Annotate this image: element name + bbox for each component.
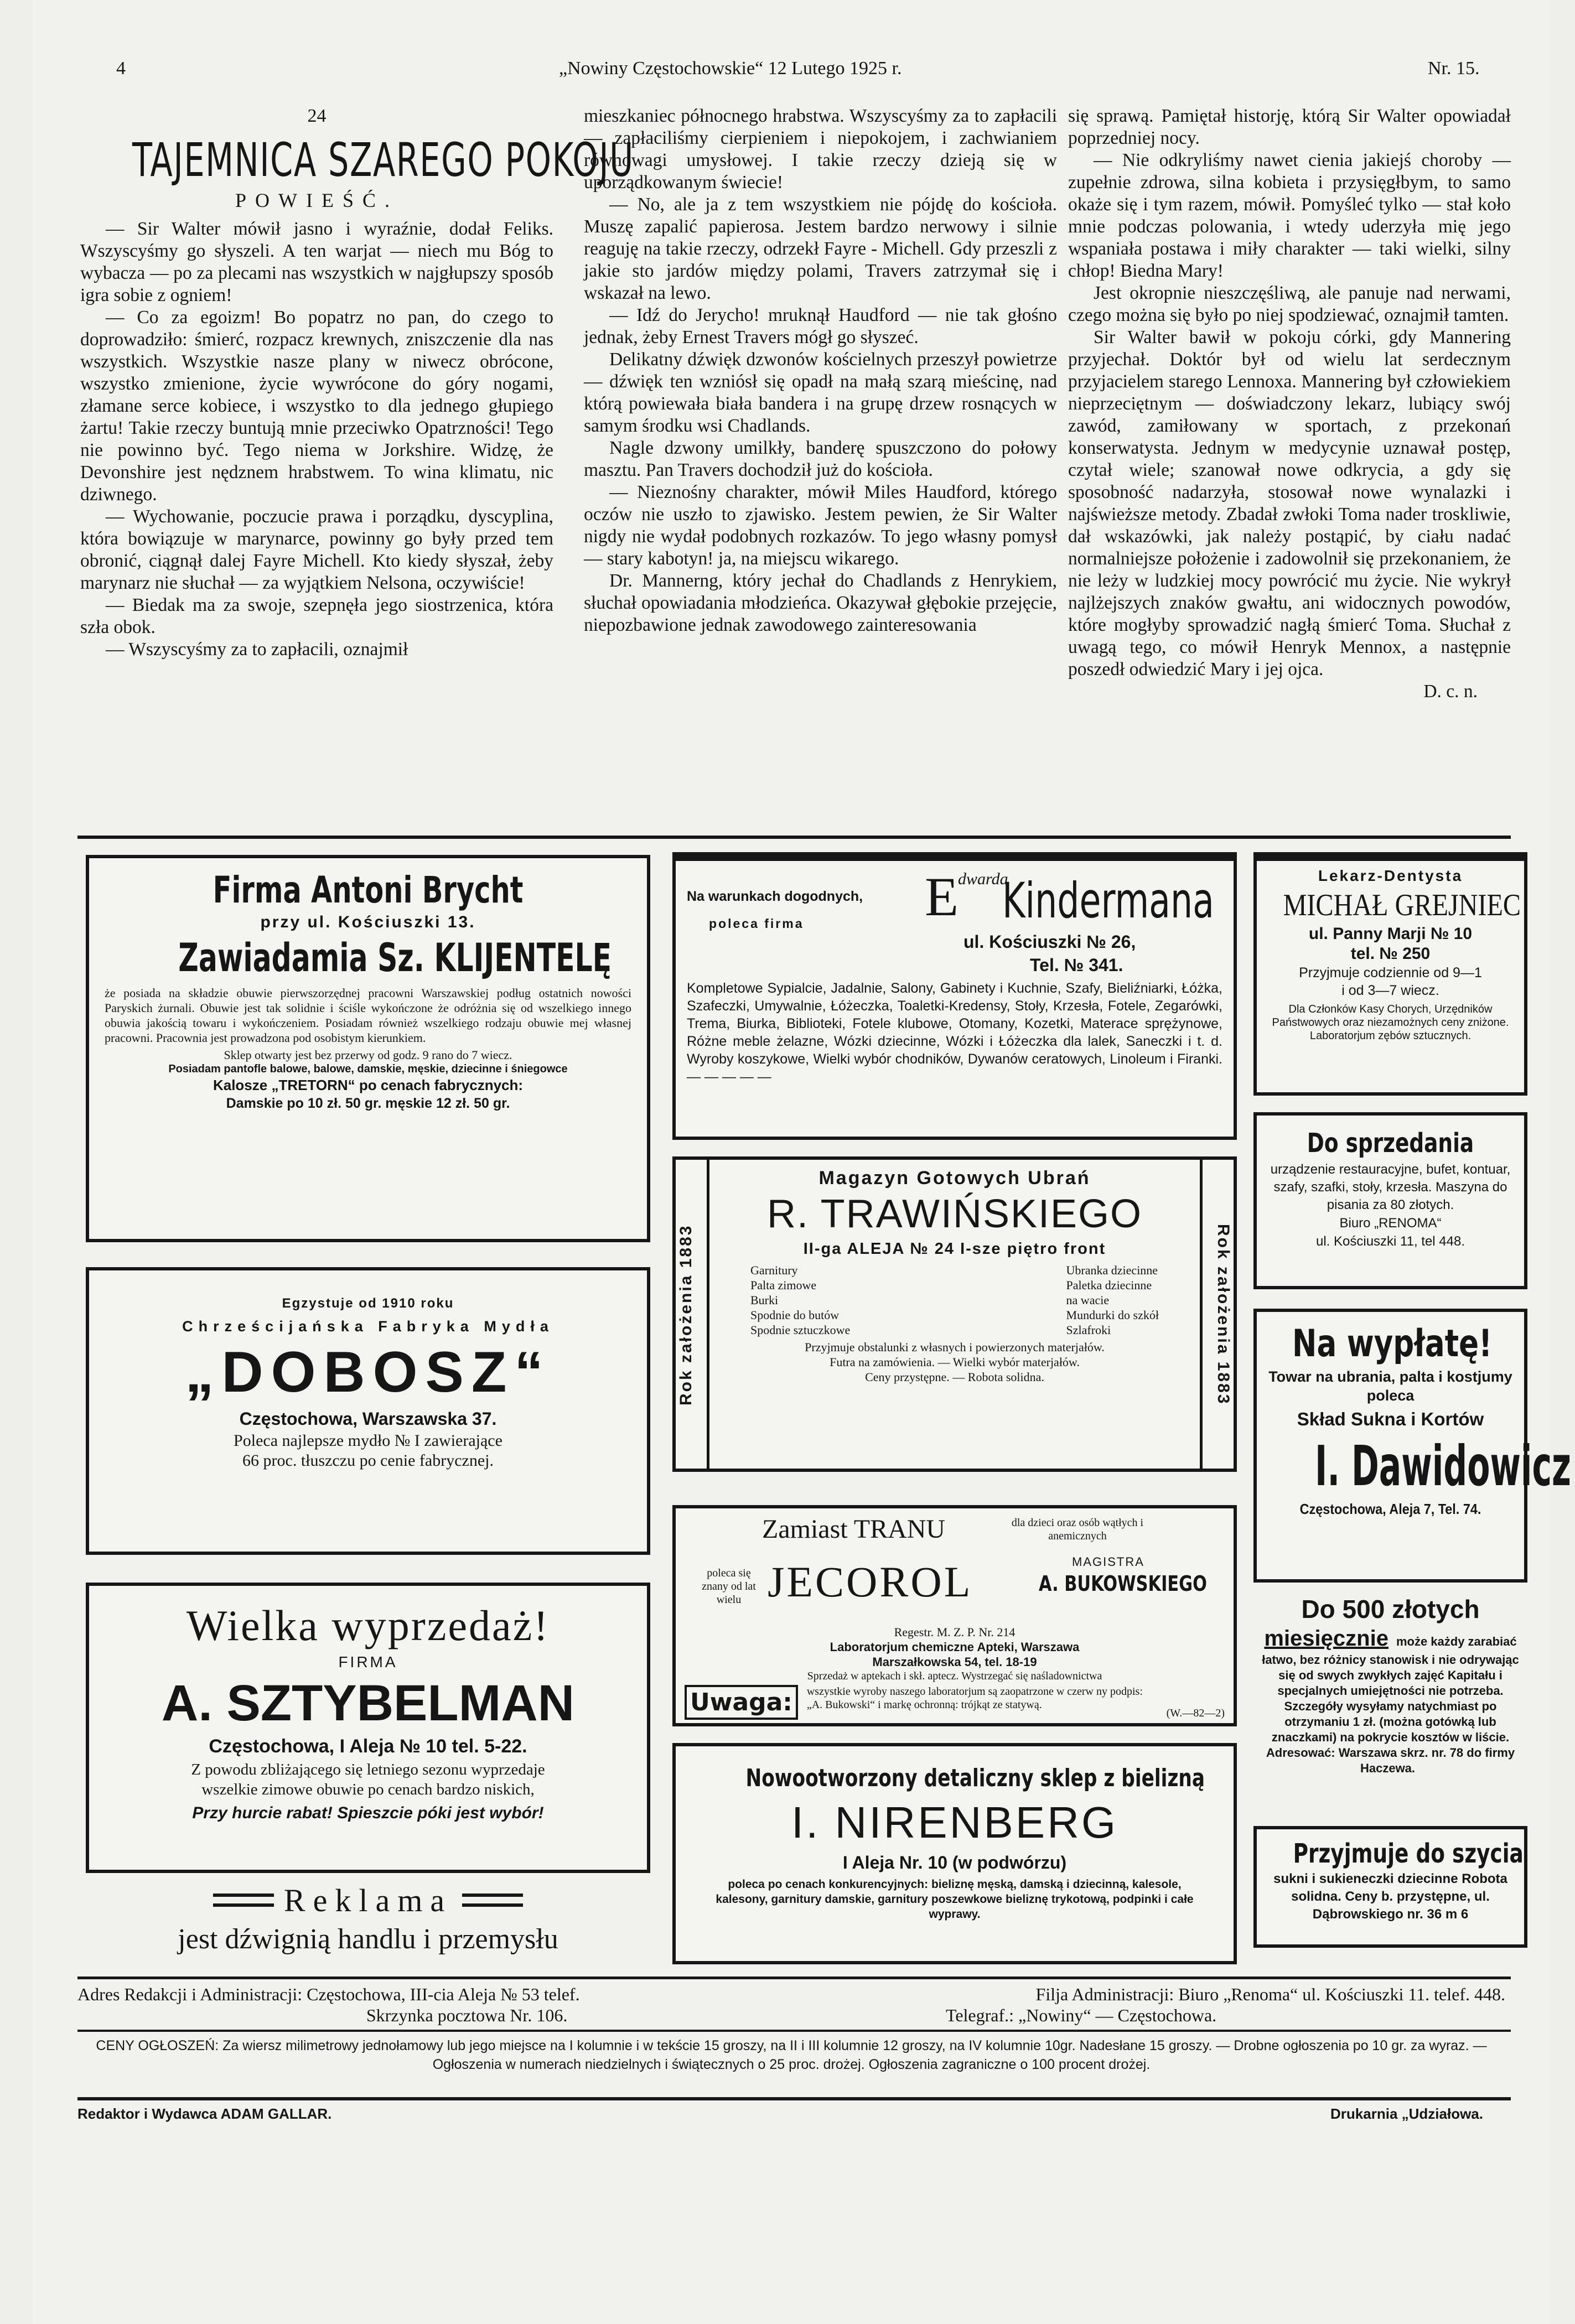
list-item: Mundurki do szkół bbox=[1066, 1308, 1159, 1322]
ad-renoma-address: ul. Kościuszki 11, tel 448. bbox=[1315, 1234, 1465, 1249]
ad-nirenberg-title: Nowootworzony detaliczny sklep z bielizną bbox=[745, 1764, 1205, 1792]
ad-sztybelman-address: Częstochowa, I Aleja № 10 tel. 5-22. bbox=[209, 1736, 527, 1757]
ad-reklama bbox=[86, 1881, 650, 1964]
ad-kindermann-address: ul. Kościuszki № 26, bbox=[963, 932, 1136, 952]
ad-brycht-hours: Sklep otwarty jest bez przerwy od godz. 9 rano do 7 wiecz. bbox=[224, 1048, 512, 1062]
ad-kindermann-left2: poleca firma bbox=[709, 916, 804, 931]
ad-brycht-headline: Zawiadamia Sz. KLIJENTELĘ bbox=[178, 935, 612, 981]
ad-kindermann-firstname: dwarda bbox=[958, 870, 1008, 888]
ad-dobosz-brand: „DOBOSZ“ bbox=[185, 1340, 551, 1404]
ad-trawinski-name: R. TRAWIŃSKIEGO bbox=[766, 1192, 1143, 1236]
serial-number: 24 bbox=[307, 106, 327, 126]
paragraph: Dr. Mannerng, który jechał do Chadlands z Henrykiem, słuchał opowiadania młodzieńca. Okazywał głębokie przejęcie, niepozbawione jednak zawodowego zainteresowania bbox=[584, 570, 1057, 635]
article-subtitle: POWIEŚĆ. bbox=[235, 189, 398, 211]
footer-editor: Redaktor i Wydawca ADAM GALLAR. bbox=[77, 2105, 332, 2122]
ad-szycie-body: sukni i sukieneczki dziecinne Robota solidna. Ceny b. przystępne, ul. Dąbrowskiego nr. 36 m 6 bbox=[1273, 1871, 1507, 1922]
ad-jecorol-lab-address: Marszałkowska 54, tel. 18-19 bbox=[872, 1655, 1037, 1669]
footer-telegraph: Telegraf.: „Nowiny“ — Częstochowa. bbox=[946, 2005, 1217, 2025]
ad-grejniec-hours1: Przyjmuje codziennie od 9—1 bbox=[1299, 965, 1482, 981]
ad-dawidowicz-goods: Towar na ubrania, palta i kostjumy poleca bbox=[1268, 1368, 1512, 1404]
list-item: Spodnie do butów bbox=[750, 1308, 840, 1322]
ad-brycht-body: że posiada na składzie obuwie pierwszorzędnej pracowni Warszawskiej podług ostatnich nowości Paryskich żurnali. Obuwie jest tak solidnie i ściśle wykończone że odróżnia się od wszelkiego innego obuwia jakością towaru i wykończeniem. Posiadam również wszelkiego rodzaju obuwie mej własnej pracowni. Pracownia jest prowadzona pod osobistym kierunkiem. bbox=[105, 986, 631, 1045]
footer-divider bbox=[77, 2097, 1511, 2100]
ad-nirenberg-body: poleca po cenach konkurencyjnych: bieliznę męską, damską i dziecinną, kalesole, kalesony, garnitury damskie, garnitury poszewkowe bieliznę trykotową, podpinki i całe wyprawy. bbox=[716, 1878, 1194, 1921]
ad-500-monthly: miesięcznie bbox=[1264, 1626, 1389, 1651]
ad-jecorol-uwaga: Uwaga: bbox=[685, 1685, 798, 1720]
ad-brycht-prices: Damskie po 10 zł. 50 gr. męskie 12 zł. 50 gr. bbox=[226, 1096, 510, 1111]
ad-renoma bbox=[1253, 1112, 1527, 1289]
list-item: Ubranka dziecinne bbox=[1066, 1263, 1158, 1277]
ad-sztybelman-rabat: Przy hurcie rabat! Spieszcie póki jest wybór! bbox=[192, 1804, 544, 1822]
ad-trawinski-line3: Ceny przystępne. — Robota solidna. bbox=[865, 1370, 1044, 1384]
ad-reklama-slogan: jest dźwignią handlu i przemysłu bbox=[178, 1923, 558, 1955]
page-header bbox=[77, 58, 1494, 91]
ad-dobosz-since: Egzystuje od 1910 roku bbox=[282, 1296, 454, 1311]
ad-grejniec bbox=[1253, 852, 1527, 1096]
ad-trawinski-line2: Futra na zamówienia. — Wielki wybór materjałów. bbox=[830, 1355, 1080, 1369]
ad-brycht-address: przy ul. Kościuszki 13. bbox=[260, 913, 476, 931]
article-column-2 bbox=[584, 105, 1057, 636]
list-item: Spodnie sztuczkowe bbox=[750, 1323, 851, 1337]
ad-grejniec-lab: Laboratorjum zębów sztucznych. bbox=[1309, 1030, 1472, 1042]
ad-nirenberg-name: I. NIRENBERG bbox=[791, 1798, 1118, 1847]
ad-jecorol-note: wszystkie wyroby naszego laboratorjum są zaopatrzone w czerw ny podpis: „A. Bukowski“ i markę ochronną: trójkąt ze statywą. bbox=[806, 1685, 1143, 1711]
ad-sztybelman-line2: wszelkie zimowe obuwie po cenach bardzo niskich, bbox=[201, 1781, 535, 1798]
ad-jecorol-target: dla dzieci oraz osób wątłych i anemicznych bbox=[1011, 1517, 1144, 1542]
ad-nirenberg-address: I Aleja Nr. 10 (w podwórzu) bbox=[842, 1853, 1067, 1872]
ad-trawinski-list-right bbox=[1066, 1263, 1159, 1337]
ad-sztybelman-line1: Z powodu zbliżającego się letniego sezonu wyprzedaje bbox=[191, 1761, 545, 1778]
footer-postbox: Skrzynka pocztowa Nr. 106. bbox=[366, 2005, 568, 2025]
ad-kindermann-left1: Na warunkach dogodnych, bbox=[687, 889, 863, 904]
ad-trawinski-side-right: Rok założenia 1883 bbox=[1214, 1224, 1232, 1405]
page-number: 4 bbox=[116, 58, 126, 79]
ad-kindermann-body: Kompletowe Sypialcie, Jadalnie, Salony, Gabinety i Kuchnie, Szafy, Bieliźniarki, Łóżka, Szafeczki, Umywalnie, Łóżeczka, Toaletki-Kredensy, Stoły, Krzesła, Fotele, Zegarówki, Trema, Biurka, Biblioteki, Fotele klubowe, Otomany, Kozetki, Materace sprężynowe, Różne meble żelazne, Wózki dziecinne, Wózki i Łóżeczka dla lalek, Saneczki i t. d. Wyroby koszykowe, Wielki wybór chodników, Dywanów ceratowych, Linoleum i Firanki. — — — — — bbox=[687, 981, 1222, 1085]
ad-brycht-firm: Firma Antoni Brycht bbox=[213, 869, 524, 911]
ad-jecorol-magistra: MAGISTRA bbox=[1072, 1555, 1144, 1569]
ad-renoma-biuro: Biuro „RENOMA“ bbox=[1339, 1216, 1442, 1231]
ad-jecorol-regestr: Regestr. M. Z. P. Nr. 214 bbox=[894, 1625, 1016, 1639]
ad-grejniec-address: ul. Panny Marji № 10 bbox=[1308, 925, 1473, 943]
list-item: Szlafroki bbox=[1066, 1323, 1111, 1337]
ad-dawidowicz-title: Na wypłatę! bbox=[1292, 1322, 1493, 1366]
paragraph: — No, ale ja z tem wszystkiem nie pójdę do kościoła. Muszę zapalić papierosa. Jestem bardzo nerwowy i silnie reaguję na takie rzeczy, odrzekł Fayre - Michell. Gdy przeszli z jakie sto jardów między polami, Travers zatrzymał się i wskazał na lewo. bbox=[584, 194, 1057, 303]
ad-jecorol bbox=[672, 1505, 1237, 1726]
ad-trawinski-list-left bbox=[750, 1263, 850, 1337]
paragraph: Nagle dzwony umilkły, banderę spuszczono do połowy masztu. Pan Travers dochodził już do kościoła. bbox=[584, 438, 1057, 480]
footer-printer: Drukarnia „Udziałowa. bbox=[1330, 2105, 1483, 2122]
footer-prices-line3: Ogłoszenia zagraniczne o 100 procent drożej. bbox=[868, 2057, 1151, 2072]
ad-reklama-title: Reklama bbox=[283, 1882, 453, 1918]
paragraph: się sprawą. Pamiętał historję, którą Sir Walter opowiadał poprzedniej nocy. bbox=[1068, 106, 1511, 148]
ad-grejniec-hours2: i od 3—7 wiecz. bbox=[1341, 983, 1439, 998]
ad-jecorol-sold: Sprzedaż w aptekach i skł. aptecz. Wystrzegać się naśladownictwa bbox=[807, 1670, 1102, 1682]
list-item: Paletka dziecinne bbox=[1066, 1278, 1152, 1292]
paragraph: — Nieznośny charakter, mówił Miles Haudford, którego oczów nie uszło to zjawisko. Jestem pewien, że Sir Walter nigdy nie wydał podobnych rozkazów. To jego własny pomysł — stary kabotyn! ja, na miejscu wikarego. bbox=[584, 482, 1057, 569]
ad-jecorol-left: poleca się znany od lat wielu bbox=[702, 1567, 756, 1606]
footer-divider bbox=[77, 2030, 1511, 2032]
ad-sztybelman-firma: FIRMA bbox=[338, 1653, 398, 1671]
ad-sztybelman-headline: Wielka wyprzedaż! bbox=[186, 1601, 550, 1649]
ad-trawinski-title: Magazyn Gotowych Ubrań bbox=[818, 1168, 1091, 1189]
ad-brycht bbox=[86, 855, 650, 1242]
issue-number: Nr. 15. bbox=[1428, 58, 1480, 79]
article-title: TAJEMNICA SZAREGO POKOJU bbox=[132, 133, 634, 187]
paragraph: — Wszyscyśmy za to zapłacili, oznajmił bbox=[106, 639, 408, 660]
footer-admin bbox=[77, 1984, 1505, 2026]
ad-grejniec-profession: Lekarz-Dentysta bbox=[1318, 867, 1463, 884]
ad-dobosz bbox=[86, 1267, 650, 1555]
ad-nirenberg bbox=[672, 1743, 1237, 1964]
ad-sztybelman-name: A. SZTYBELMAN bbox=[161, 1675, 575, 1731]
footer-filja-address: Filja Administracji: Biuro „Renoma“ ul. Kościuszki 11. telef. 448. bbox=[1035, 1984, 1505, 2004]
ad-500-body: może każdy zarabiać łatwo, bez różnicy stanowisk i nie odrywając się od swych zwykłych zajęć Kapitału i specjalnych umiejętności nie potrzeba. Szczegóły wysyłamy natychmiast po otrzymaniu 1 zł. (można gotówką lub znaczkami) na pokrycie kosztów w liście. Adresować: Warszawa skrz. nr. 78 do firmy Haczewa. bbox=[1262, 1635, 1519, 1775]
paragraph: Delikatny dźwięk dzwonów kościelnych przeszył powietrze — dźwięk ten wzniósł się opadł na małą szarą mieścinę, nad którą powiewała biała bandera i na grupę drzew rosnących w samym środku wsi Chadlands. bbox=[584, 349, 1057, 436]
paragraph: Jest okropnie nieszczęśliwą, ale panuje nad nerwami, czego można się było po niej spodziewać, oznajmił tamten. bbox=[1068, 283, 1511, 325]
paragraph: — Sir Walter mówił jasno i wyraźnie, dodał Feliks. Wszyscyśmy go słyszeli. A ten warjat — niech mu Bóg to wybacza — po za plecami nas wszystkich w najgłupszy sposób igra sobie z ogniem! bbox=[80, 219, 553, 305]
ad-renoma-title: Do sprzedania bbox=[1307, 1128, 1474, 1159]
footer-prices-line2: Nadesłane 15 groszy. — Drobne ogłoszenia po 10 gr. za wyraz. — Ogłoszenia w numerach niedzielnych i świątecznych o 25 proc. drożej. bbox=[432, 2038, 1487, 2072]
ad-500-zlotych bbox=[1253, 1594, 1527, 1804]
ad-dawidowicz-address: Częstochowa, Aleja 7, Tel. 74. bbox=[1299, 1501, 1481, 1517]
footer-divider bbox=[77, 1977, 1511, 1979]
ad-kindermann-initial: E bbox=[925, 866, 959, 927]
list-item: Garnitury bbox=[750, 1263, 798, 1277]
ad-trawinski-address: II-ga ALEJA № 24 I-sze piętro front bbox=[803, 1240, 1106, 1258]
ad-dobosz-factory: Chrześcijańska Fabryka Mydła bbox=[182, 1318, 554, 1335]
ad-kindermann bbox=[672, 852, 1237, 1140]
ad-trawinski bbox=[672, 1156, 1237, 1472]
article-column-3 bbox=[1068, 105, 1511, 703]
ad-dobosz-line2: 66 proc. tłuszczu po cenie fabrycznej. bbox=[242, 1451, 494, 1470]
list-item: na wacie bbox=[1066, 1293, 1110, 1307]
section-divider bbox=[77, 836, 1511, 839]
ad-dobosz-line1: Poleca najlepsze mydło № I zawierające bbox=[234, 1431, 502, 1450]
ad-grejniec-name: MICHAŁ GREJNIEC bbox=[1283, 888, 1521, 922]
paragraph: — Co za egoizm! Bo popatrz no pan, do czego to doprowadziło: śmierć, rozpacz krewnych, zniszczenie dla nas wszystkich. Wszystkie nasze plany w niwecz obrócone, wszystko zmienione, życie wywrócone do góry nogami, złamane serce kobiece, i wszystko to dla jednego głupiego żartu! Takie rzeczy buntują mnie przeciwko Opatrzności! Tego nie powinno być. Tego niema w Jorkshire. Widzę, że Devonshire jest nędznem hrabstwem. To wina klimatu, nic dziwnego. bbox=[80, 307, 553, 505]
ad-grejniec-discount: Dla Członków Kasy Chorych, Urzędników Państwowych oraz niezamożnych ceny zniżone. bbox=[1272, 1003, 1509, 1029]
footer-credits bbox=[77, 2105, 1505, 2123]
paragraph: mieszkaniec północnego hrabstwa. Wszyscyśmy za to zapłacili — zapłaciliśmy cierpieniem i niepokojem, i zachwianiem równowagi umysłowej. I takie rzeczy dzieją się w uporządkowanym świecie! bbox=[584, 106, 1057, 193]
ad-jecorol-brand: JECOROL bbox=[768, 1558, 973, 1606]
ad-grejniec-phone: tel. № 250 bbox=[1350, 945, 1431, 963]
ad-dobosz-address: Częstochowa, Warszawska 37. bbox=[239, 1409, 497, 1429]
ad-jecorol-code: (W.—82—2) bbox=[1166, 1707, 1225, 1719]
ad-brycht-galoshes: Kalosze „TRETORN“ po cenach fabrycznych: bbox=[213, 1077, 524, 1093]
ad-trawinski-line1: Przyjmuje obstalunki z własnych i powierzonych materjałów. bbox=[805, 1340, 1105, 1354]
list-item: Burki bbox=[750, 1293, 779, 1307]
ad-kindermann-name: Kindermana bbox=[1002, 872, 1214, 929]
ad-brycht-products: Posiadam pantofle balowe, balowe, damskie, męskie, dziecinne i śniegowce bbox=[168, 1063, 568, 1075]
footer-prices-line1: CENY OGŁOSZEŃ: Za wiersz milimetrowy jednołamowy lub jego miejsce na I kolumnie i w tekście 15 groszy, na II i III kolumnie 12 groszy, na IV kolumnie 10gr. bbox=[96, 2038, 1076, 2053]
paragraph: — Nie odkryliśmy nawet cienia jakiejś choroby — zupełnie zdrowa, silna kobieta i przysięgłbym, to samo okaże się i tym razem, mówił. Pomyśleć tylko — stał koło mnie podczas polowania, i wtedy uderzyła mię jego wspaniała postawa i miły charakter — taki wielki, silny chłop! Biedna Mary! bbox=[1068, 150, 1511, 281]
ad-trawinski-side-left: Rok założenia 1883 bbox=[677, 1224, 695, 1405]
paragraph: — Biedak ma za swoje, szepnęła jego siostrzenica, która szła obok. bbox=[80, 595, 553, 637]
ad-dawidowicz-shop: Skład Sukna i Kortów bbox=[1297, 1409, 1484, 1429]
ad-sztybelman bbox=[86, 1583, 650, 1873]
ad-dawidowicz-name: I. Dawidowicz bbox=[1315, 1434, 1571, 1498]
ad-jecorol-firm: A. BUKOWSKIEGO bbox=[1039, 1571, 1207, 1596]
ad-jecorol-headline: Zamiast TRANU bbox=[762, 1514, 946, 1544]
ad-jecorol-lab: Laboratorjum chemiczne Apteki, Warszawa bbox=[830, 1640, 1080, 1654]
list-item: Palta zimowe bbox=[750, 1278, 817, 1292]
article-column-1 bbox=[80, 105, 634, 661]
paragraph: — Wychowanie, poczucie prawa i porządku, dyscyplina, która bowiązuje w marynarce, powinny go były przed tem obronić, ciągnął dalej Fayre Michell. Kto kiedy słyszał, żeby marynarz nie słuchał — za wyjątkiem Nelsona, oczywiście! bbox=[80, 506, 553, 593]
footer-ad-prices bbox=[77, 2036, 1505, 2074]
ad-szycie-title: Przyjmuje do szycia bbox=[1293, 1838, 1524, 1869]
footer-admin-address: Adres Redakcji i Administracji: Częstochowa, III-cia Aleja № 53 telef. bbox=[77, 1984, 580, 2004]
masthead: „Nowiny Częstochowskie“ 12 Lutego 1925 r. bbox=[559, 58, 902, 79]
ad-renoma-body: urządzenie restauracyjne, bufet, kontuar, szafy, szafki, stoły, krzesła. Maszyna do pisania za 80 złotych. bbox=[1270, 1162, 1511, 1212]
ad-500-title: Do 500 złotych bbox=[1301, 1595, 1480, 1623]
paragraph: — Idź do Jerycho! mruknął Haudford — nie tak głośno jednak, żeby Ernest Travers mógł go słyszeć. bbox=[584, 305, 1057, 347]
ad-szycie bbox=[1253, 1826, 1527, 1948]
ad-dawidowicz bbox=[1253, 1309, 1571, 1583]
paragraph: Sir Walter bawił w pokoju córki, gdy Mannering przyjechał. Doktór był od wielu lat serdecznym przyjacielem starego Lennoxa. Mannering był człowiekiem nieprzeciętnym — doświadczony lekarz, lubiący swój zawód, zamiłowany w sportach, z przekonań konserwatysta. Jednym w medycynie uznawał postęp, czytał wiele; szanował nowe odkrycia, a gdy się sposobność nadarzyła, stosował nowe wynalazki i najświeższe metody. Zbadał zwłoki Toma nader troskliwie, dał wskazówki, jak należy postąpić, by ciału nadać normalniejsze położenie i zadowolnił się przekonaniem, że nie leży w ludzkiej mocy powrócić mu życie. Nie wykrył najlżejszych znaków gwałtu, ani widocznych powodów, które mogłyby sprowadzić nagłą śmierć Toma. Słuchał z uwagą tego, co mówił Henryk Mennox, a następnie poszedł odwiedzić Mary i jej ojca. bbox=[1068, 327, 1511, 679]
ad-kindermann-phone: Tel. № 341. bbox=[1030, 955, 1123, 975]
continuation-note: D. c. n. bbox=[1423, 681, 1478, 702]
